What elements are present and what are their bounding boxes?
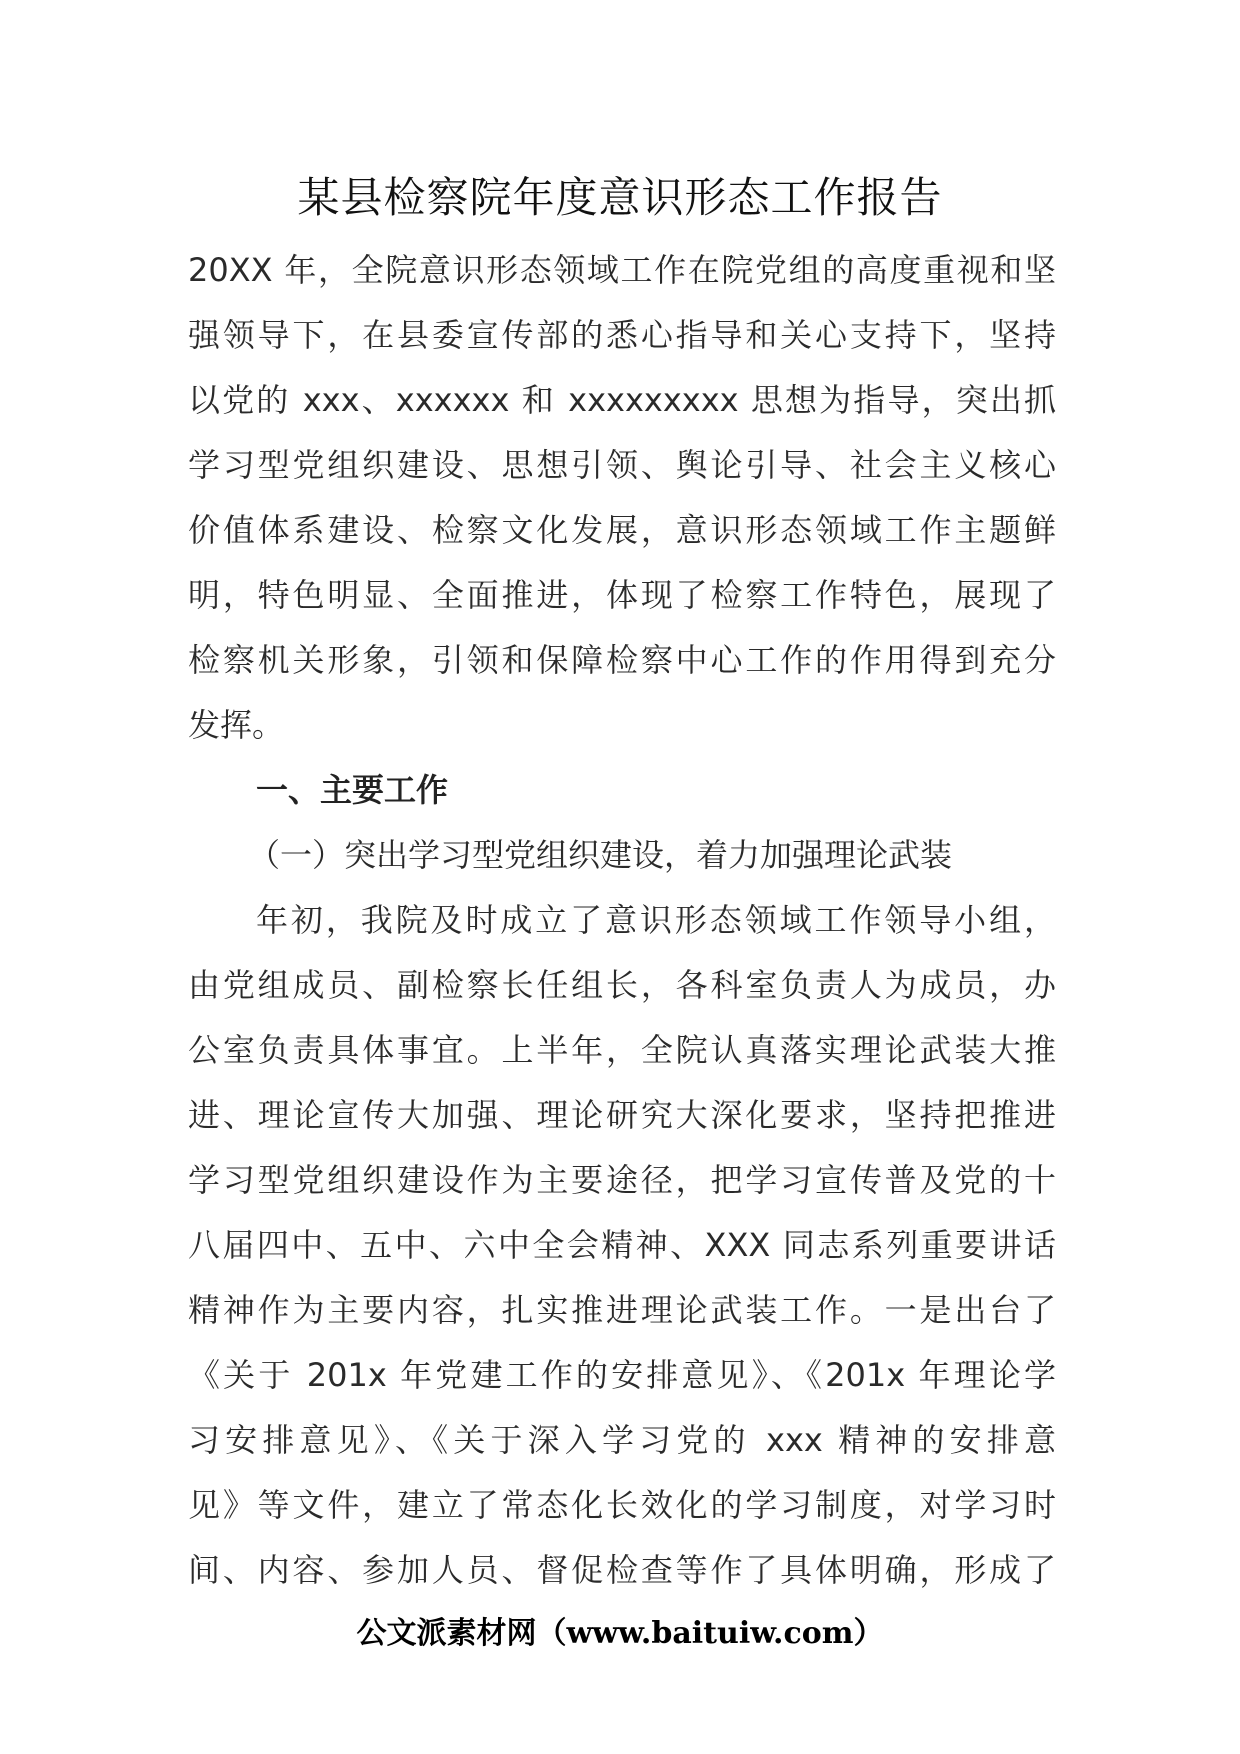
paragraph-line: 《关于 201x 年党建工作的安排意见》、《201x 年理论学 bbox=[188, 1356, 1056, 1394]
paragraph-line: 见》等文件，建立了常态化长效化的学习制度，对学习时 bbox=[188, 1486, 1056, 1524]
paragraph-line: 习安排意见》、《关于深入学习党的 xxx 精神的安排意 bbox=[188, 1421, 1056, 1459]
paragraph-line: 学习型党组织建设作为主要途径，把学习宣传普及党的十 bbox=[188, 1161, 1056, 1199]
paragraph-line: 公室负责具体事宜。上半年，全院认真落实理论武装大推 bbox=[188, 1031, 1056, 1069]
paragraph-line: 进、理论宣传大加强、理论研究大深化要求，坚持把推进 bbox=[188, 1096, 1056, 1134]
paragraph-line: 强领导下，在县委宣传部的悉心指导和关心支持下，坚持 bbox=[188, 316, 1056, 354]
section-heading: 一、主要工作 bbox=[256, 771, 449, 809]
paragraph-line: 八届四中、五中、六中全会精神、XXX 同志系列重要讲话 bbox=[188, 1226, 1056, 1264]
footer-watermark: 公文派素材网（www.baituiw.com） bbox=[356, 1616, 884, 1651]
paragraph-line: 检察机关形象，引领和保障检察中心工作的作用得到充分 bbox=[188, 641, 1056, 679]
paragraph-line: 间、内容、参加人员、督促检查等作了具体明确，形成了 bbox=[188, 1551, 1056, 1589]
paragraph-line: 年初，我院及时成立了意识形态领域工作领导小组， bbox=[256, 901, 1056, 939]
paragraph-line: 以党的 xxx、xxxxxx 和 xxxxxxxxx 思想为指导，突出抓 bbox=[188, 381, 1056, 419]
paragraph-line: 明，特色明显、全面推进，体现了检察工作特色，展现了 bbox=[188, 576, 1056, 614]
paragraph-line: 价值体系建设、检察文化发展，意识形态领域工作主题鲜 bbox=[188, 511, 1056, 549]
paragraph-line: 精神作为主要内容，扎实推进理论武装工作。一是出台了 bbox=[188, 1291, 1056, 1329]
document-title: 某县检察院年度意识形态工作报告 bbox=[297, 173, 943, 222]
paragraph-line: 学习型党组织建设、思想引领、舆论引导、社会主义核心 bbox=[188, 446, 1056, 484]
paragraph-line: 发挥。 bbox=[188, 706, 285, 744]
document-body bbox=[188, 238, 1056, 1603]
paragraph-line: 20XX 年，全院意识形态领域工作在院党组的高度重视和坚 bbox=[188, 251, 1056, 289]
subsection-heading: （一）突出学习型党组织建设，着力加强理论武装 bbox=[248, 836, 953, 874]
paragraph-line: 由党组成员、副检察长任组长，各科室负责人为成员，办 bbox=[188, 966, 1056, 1004]
